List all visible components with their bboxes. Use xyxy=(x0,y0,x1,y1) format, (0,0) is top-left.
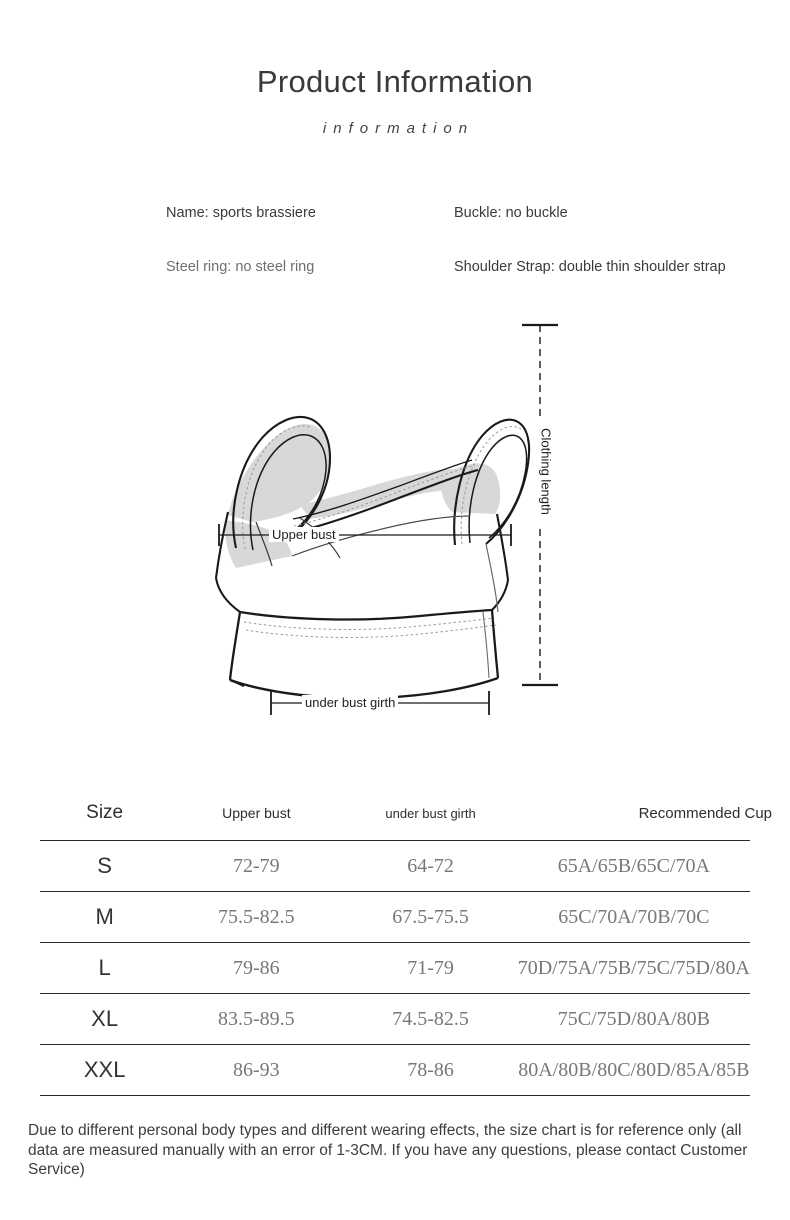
page-subtitle: information xyxy=(322,120,475,137)
cell-recommended-cup: 70D/75A/75B/75C/75D/80A xyxy=(517,956,750,979)
cell-under-bust: 78-86 xyxy=(407,1058,454,1081)
column-header-under-bust: under bust girth xyxy=(385,805,476,821)
cell-upper-bust: 83.5-89.5 xyxy=(218,1007,295,1030)
spec-shoulder-strap: Shoulder Strap: double thin shoulder strap xyxy=(454,259,726,275)
column-header-upper-bust: Upper bust xyxy=(222,805,291,821)
table-header-row xyxy=(40,786,750,841)
size-chart-table xyxy=(40,786,772,1096)
cell-upper-bust: 75.5-82.5 xyxy=(218,905,295,928)
cell-recommended-cup: 75C/75D/80A/80B xyxy=(557,1007,710,1030)
product-illustration xyxy=(0,300,790,750)
cell-upper-bust: 79-86 xyxy=(233,956,280,979)
table-row xyxy=(40,994,750,1045)
cell-size: M xyxy=(95,904,114,929)
spec-name: Name: sports brassiere xyxy=(166,205,316,221)
table-row xyxy=(40,892,750,943)
cell-size: L xyxy=(98,955,111,980)
bra-drawing-group xyxy=(216,325,558,715)
column-header-recommended-cup-text: Recommended Cup xyxy=(638,804,772,822)
cell-upper-bust: 72-79 xyxy=(233,854,280,877)
size-chart-disclaimer: Due to different personal body types and different wearing effects, the size chart is for reference only (all data are measured manually with an error of 1-3CM. If you have any questions, please contact Customer Service) xyxy=(28,1122,748,1178)
table-row xyxy=(40,841,750,892)
spec-steel-ring: Steel ring: no steel ring xyxy=(166,259,315,275)
cell-recommended-cup: 65C/70A/70B/70C xyxy=(558,905,710,928)
cell-under-bust: 71-79 xyxy=(407,956,454,979)
cell-recommended-cup: 80A/80B/80C/80D/85A/85B xyxy=(518,1058,750,1081)
cell-size: XL xyxy=(91,1006,119,1031)
column-header-size: Size xyxy=(86,802,124,823)
cell-size: S xyxy=(97,853,112,878)
cell-under-bust: 74.5-82.5 xyxy=(392,1007,469,1030)
cell-under-bust: 67.5-75.5 xyxy=(392,905,469,928)
cell-size: XXL xyxy=(83,1057,126,1082)
column-header-recommended-cup xyxy=(518,786,772,841)
page-title: Product Information xyxy=(256,64,534,99)
cell-recommended-cup: 65A/65B/65C/70A xyxy=(557,854,710,877)
clothing-length-dimension-label: Clothing length xyxy=(537,419,556,525)
table-row xyxy=(40,943,750,994)
spec-buckle: Buckle: no buckle xyxy=(454,205,568,221)
under-bust-dimension-label: under bust girth xyxy=(302,695,398,710)
upper-bust-dimension-label: Upper bust xyxy=(269,527,339,542)
cell-upper-bust: 86-93 xyxy=(233,1058,280,1081)
cell-under-bust: 64-72 xyxy=(407,854,454,877)
table-row xyxy=(40,1045,750,1096)
